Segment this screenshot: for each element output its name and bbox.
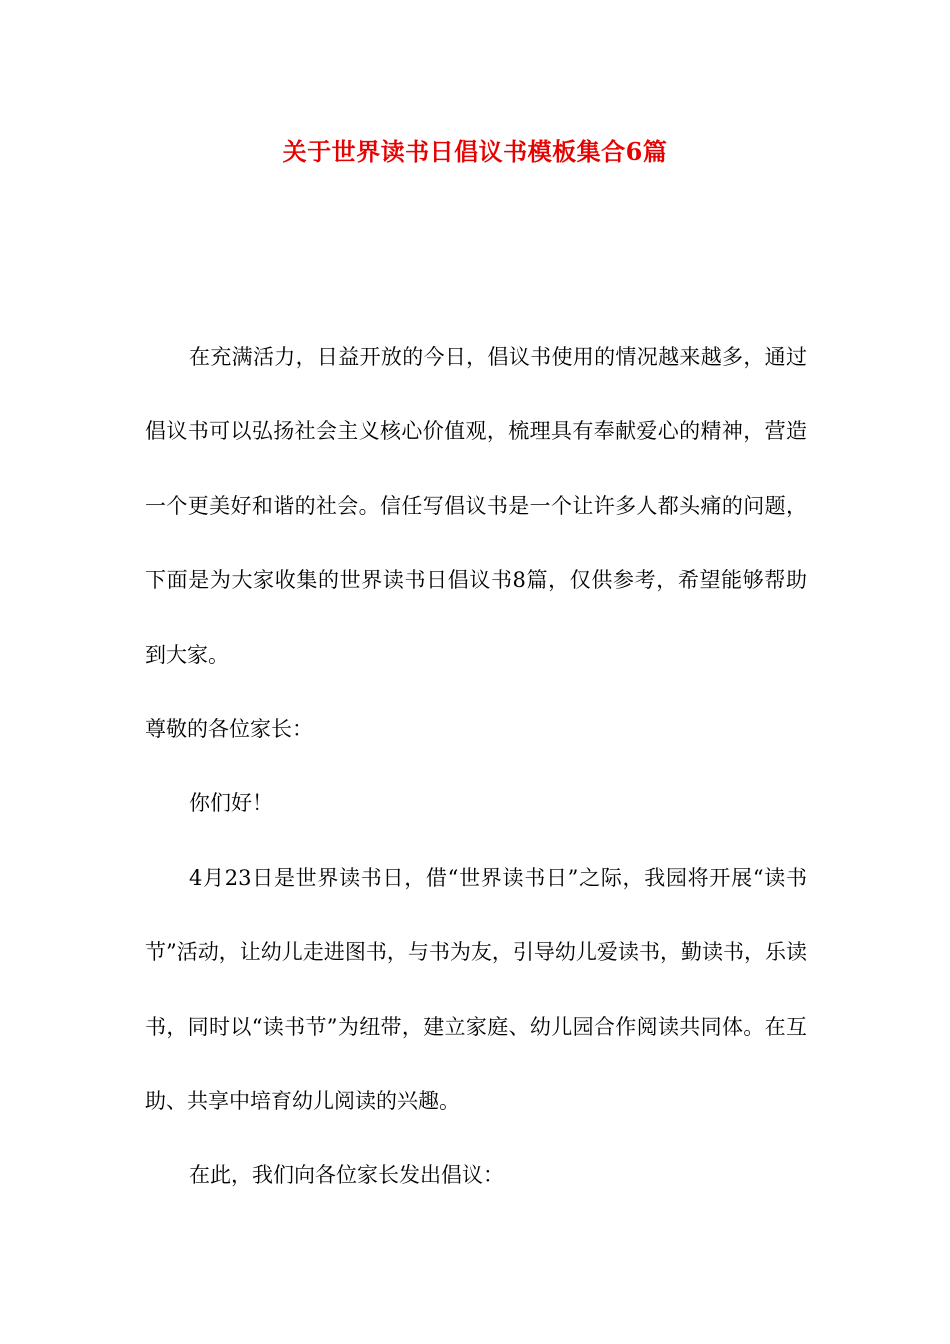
proposal-intro: 在此，我们向各位家长发出倡议： [189,1163,504,1188]
greeting: 你们好！ [189,791,273,816]
document-title: 关于世界读书日倡议书模板集合6篇 [282,137,668,166]
body-paragraph: 4月23日是世界读书日，借“世界读书日”之际，我园将开展“读书节”活动，让幼儿走进图书，与书为友，引导幼儿爱读书，勤读书，乐读书，同时以“读书节”为纽带，建立家庭、幼儿园合作阅读共同体。在互助、共享中培育幼儿阅读的兴趣。 [145,865,807,1114]
intro-paragraph: 在充满活力，日益开放的今日，倡议书使用的情况越来越多，通过倡议书可以弘扬社会主义核心价值观，梳理具有奉献爱心的精神，营造一个更美好和谐的社会。信任写倡议书是一个让许多人都头痛的问题，下面是为大家收集的世界读书日倡议书8篇，仅供参考，希望能够帮助到大家。 [145,345,807,667]
document-body [145,320,807,1213]
salutation: 尊敬的各位家长： [145,717,313,742]
